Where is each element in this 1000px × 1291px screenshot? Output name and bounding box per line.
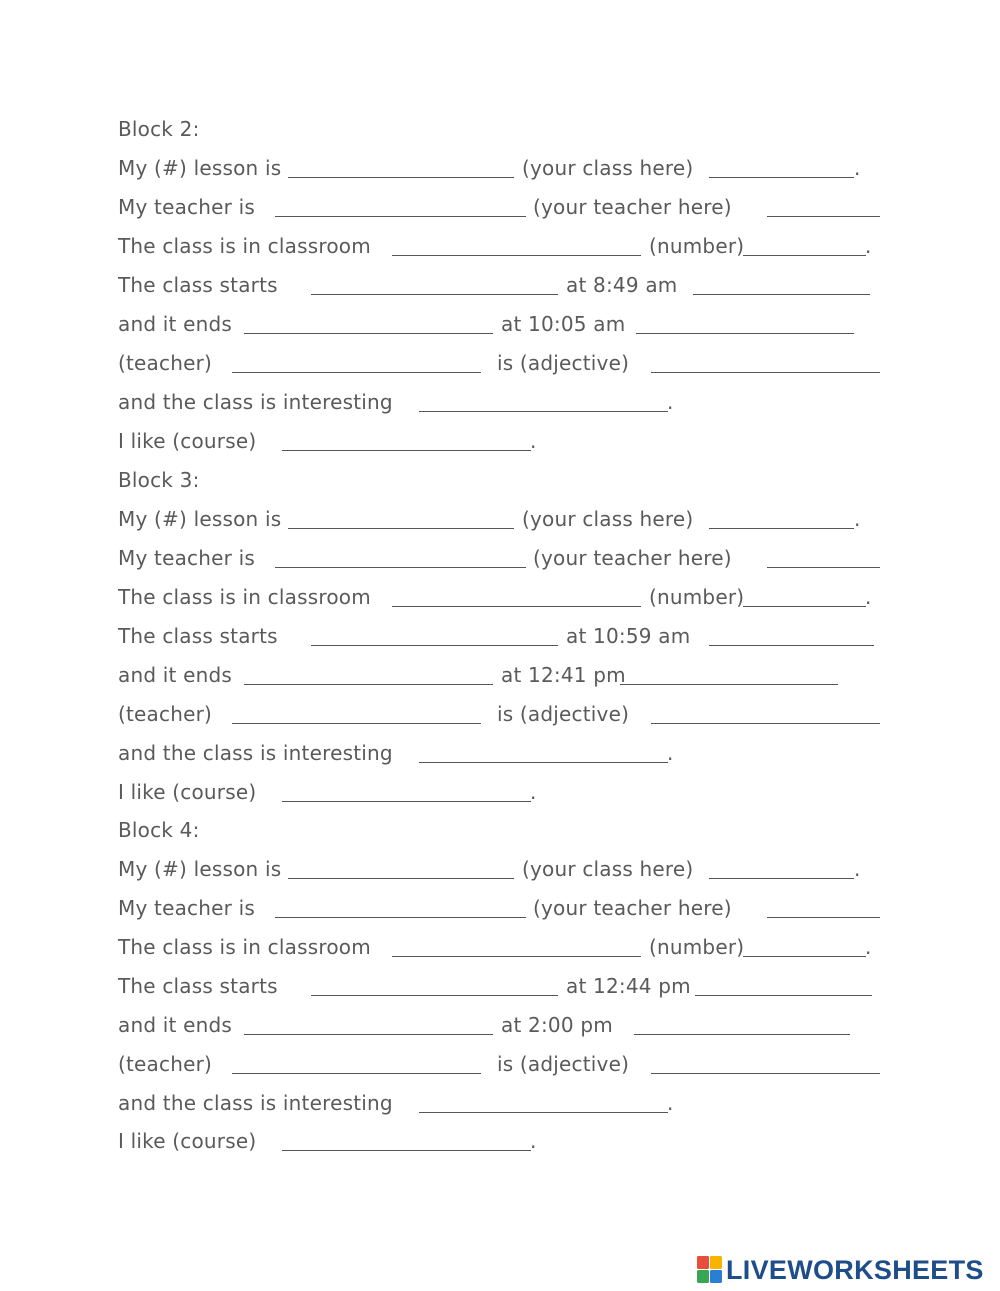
teacher-name-blank[interactable] — [767, 917, 880, 918]
class-name-blank[interactable] — [709, 177, 854, 178]
line-end-period: . — [865, 234, 872, 258]
starts-blank[interactable] — [311, 995, 558, 996]
start-answer-blank[interactable] — [693, 294, 870, 295]
interesting-line — [0, 738, 1000, 768]
number-hint: (number) — [649, 234, 745, 258]
interesting-blank[interactable] — [419, 762, 668, 763]
ends-label: and it ends — [118, 663, 233, 687]
teacher-blank[interactable] — [275, 216, 526, 217]
end-answer-blank[interactable] — [634, 1034, 850, 1035]
class-hint: (your class here) — [522, 857, 694, 881]
number-blank[interactable] — [743, 606, 866, 607]
ends-blank[interactable] — [244, 684, 493, 685]
like-line — [0, 1126, 1000, 1156]
ends-blank[interactable] — [244, 1034, 493, 1035]
like-label: I like (course) — [118, 780, 257, 804]
starts-blank[interactable] — [311, 645, 558, 646]
lesson-line — [0, 504, 1000, 534]
adjective-blank[interactable] — [651, 723, 880, 724]
teacher-line — [0, 543, 1000, 573]
line-end-period: . — [667, 1091, 674, 1115]
classroom-blank[interactable] — [392, 956, 641, 957]
ends-label: and it ends — [118, 312, 233, 336]
course-blank[interactable] — [282, 1150, 531, 1151]
like-line — [0, 777, 1000, 807]
teacher-label: My teacher is — [118, 896, 255, 920]
interesting-label: and the class is interesting — [118, 741, 393, 765]
lesson-label: My (#) lesson is — [118, 156, 282, 180]
line-end-period: . — [865, 585, 872, 609]
adjective-blank[interactable] — [651, 372, 880, 373]
liveworksheets-logo-icon — [697, 1256, 723, 1284]
classroom-label: The class is in classroom — [118, 585, 371, 609]
block-title: Block 3: — [118, 468, 200, 492]
class-name-blank[interactable] — [709, 528, 854, 529]
start-time: at 10:59 am — [566, 624, 691, 648]
ends-label: and it ends — [118, 1013, 233, 1037]
liveworksheets-logo[interactable] — [697, 1253, 997, 1287]
adjective-line — [0, 1049, 1000, 1079]
ends-line — [0, 660, 1000, 690]
interesting-line — [0, 1088, 1000, 1118]
end-time: at 2:00 pm — [501, 1013, 613, 1037]
starts-line — [0, 621, 1000, 651]
teacher-hint: (your teacher here) — [533, 896, 732, 920]
block-title: Block 4: — [118, 818, 200, 842]
adjective-hint: is (adjective) — [497, 1052, 630, 1076]
classroom-line — [0, 932, 1000, 962]
adjective-hint: is (adjective) — [497, 702, 630, 726]
class-name-blank[interactable] — [709, 878, 854, 879]
class-hint: (your class here) — [522, 156, 694, 180]
line-end-period: . — [854, 507, 861, 531]
lesson-label: My (#) lesson is — [118, 857, 282, 881]
adjective-line — [0, 348, 1000, 378]
adjective-line — [0, 699, 1000, 729]
teacher-label: My teacher is — [118, 546, 255, 570]
classroom-line — [0, 231, 1000, 261]
teacher-answer-blank[interactable] — [232, 1073, 481, 1074]
adjective-blank[interactable] — [651, 1073, 880, 1074]
starts-blank[interactable] — [311, 294, 558, 295]
line-end-period: . — [530, 429, 537, 453]
like-line — [0, 426, 1000, 456]
course-blank[interactable] — [282, 450, 531, 451]
teacher-hint: (your teacher here) — [533, 195, 732, 219]
teacher-answer-blank[interactable] — [232, 723, 481, 724]
line-end-period: . — [530, 780, 537, 804]
block-heading — [0, 465, 1000, 495]
teacher-line — [0, 192, 1000, 222]
classroom-label: The class is in classroom — [118, 234, 371, 258]
class-blank[interactable] — [288, 878, 514, 879]
start-time: at 12:44 pm — [566, 974, 691, 998]
ends-blank[interactable] — [244, 333, 493, 334]
number-blank[interactable] — [743, 255, 866, 256]
start-answer-blank[interactable] — [695, 995, 872, 996]
interesting-line — [0, 387, 1000, 417]
block-heading — [0, 114, 1000, 144]
class-blank[interactable] — [288, 177, 514, 178]
ends-line — [0, 309, 1000, 339]
teacher-prefix: (teacher) — [118, 351, 213, 375]
end-time: at 10:05 am — [501, 312, 626, 336]
class-hint: (your class here) — [522, 507, 694, 531]
course-blank[interactable] — [282, 801, 531, 802]
block-heading — [0, 815, 1000, 845]
classroom-blank[interactable] — [392, 606, 641, 607]
end-answer-blank[interactable] — [620, 684, 838, 685]
teacher-label: My teacher is — [118, 195, 255, 219]
start-time: at 8:49 am — [566, 273, 678, 297]
teacher-name-blank[interactable] — [767, 216, 880, 217]
lesson-line — [0, 854, 1000, 884]
starts-line — [0, 270, 1000, 300]
like-label: I like (course) — [118, 1129, 257, 1153]
starts-label: The class starts — [118, 273, 278, 297]
interesting-label: and the class is interesting — [118, 1091, 393, 1115]
teacher-hint: (your teacher here) — [533, 546, 732, 570]
teacher-blank[interactable] — [275, 567, 526, 568]
line-end-period: . — [854, 156, 861, 180]
lesson-line — [0, 153, 1000, 183]
starts-line — [0, 971, 1000, 1001]
teacher-prefix: (teacher) — [118, 702, 213, 726]
teacher-name-blank[interactable] — [767, 567, 880, 568]
interesting-blank[interactable] — [419, 1112, 668, 1113]
classroom-line — [0, 582, 1000, 612]
classroom-label: The class is in classroom — [118, 935, 371, 959]
adjective-hint: is (adjective) — [497, 351, 630, 375]
line-end-period: . — [667, 741, 674, 765]
number-hint: (number) — [649, 585, 745, 609]
classroom-blank[interactable] — [392, 255, 641, 256]
starts-label: The class starts — [118, 624, 278, 648]
lesson-label: My (#) lesson is — [118, 507, 282, 531]
teacher-prefix: (teacher) — [118, 1052, 213, 1076]
brand-name: LIVEWORKSHEETS — [726, 1255, 984, 1285]
line-end-period: . — [667, 390, 674, 414]
number-hint: (number) — [649, 935, 745, 959]
line-end-period: . — [854, 857, 861, 881]
starts-label: The class starts — [118, 974, 278, 998]
like-label: I like (course) — [118, 429, 257, 453]
number-blank[interactable] — [743, 956, 866, 957]
block-title: Block 2: — [118, 117, 200, 141]
interesting-label: and the class is interesting — [118, 390, 393, 414]
start-answer-blank[interactable] — [709, 645, 874, 646]
line-end-period: . — [865, 935, 872, 959]
end-time: at 12:41 pm — [501, 663, 626, 687]
teacher-blank[interactable] — [275, 917, 526, 918]
end-answer-blank[interactable] — [636, 333, 854, 334]
line-end-period: . — [530, 1129, 537, 1153]
ends-line — [0, 1010, 1000, 1040]
interesting-blank[interactable] — [419, 411, 668, 412]
teacher-line — [0, 893, 1000, 923]
teacher-answer-blank[interactable] — [232, 372, 481, 373]
class-blank[interactable] — [288, 528, 514, 529]
